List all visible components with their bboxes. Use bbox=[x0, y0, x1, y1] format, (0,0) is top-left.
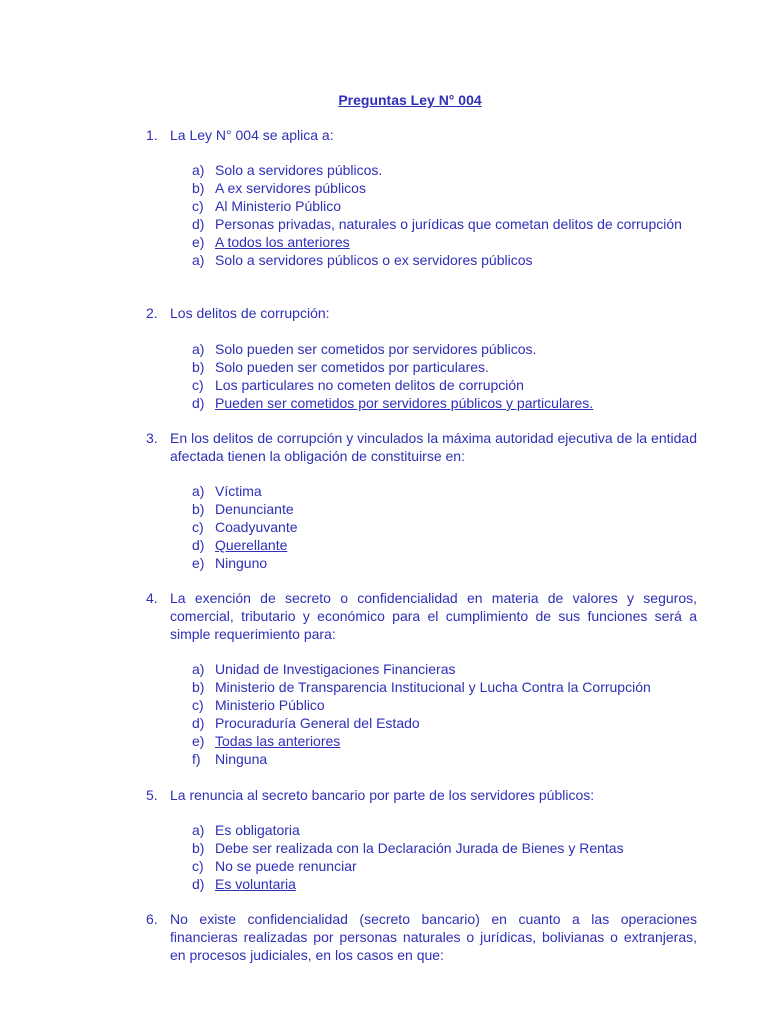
option-text: Coadyuvante bbox=[215, 519, 298, 535]
option-letter: a) bbox=[192, 252, 205, 268]
question-number: 4. bbox=[146, 590, 158, 606]
question-3-options bbox=[192, 482, 697, 572]
question-number: 2. bbox=[146, 305, 158, 321]
question-5-options bbox=[192, 821, 697, 893]
question-number: 1. bbox=[146, 127, 158, 143]
option-letter: c) bbox=[192, 198, 204, 214]
option-letter: a) bbox=[192, 483, 205, 499]
option-text: A ex servidores públicos bbox=[215, 180, 366, 196]
option-text: Ministerio de Transparencia Institucional y Lucha Contra la Corrupción bbox=[215, 679, 651, 695]
option-letter: a) bbox=[192, 661, 205, 677]
option-item-correct bbox=[192, 875, 697, 893]
option-letter: e) bbox=[192, 733, 205, 749]
option-letter: d) bbox=[192, 537, 205, 553]
option-text-correct: Querellante bbox=[215, 537, 288, 553]
question-5 bbox=[146, 786, 697, 804]
document-title: Preguntas Ley N° 004 bbox=[338, 92, 482, 108]
option-text: Ninguno bbox=[215, 555, 268, 571]
option-item bbox=[192, 500, 697, 518]
option-letter: f) bbox=[192, 751, 201, 767]
option-item bbox=[192, 482, 697, 500]
option-text: Solo a servidores públicos. bbox=[215, 162, 383, 178]
option-letter: b) bbox=[192, 501, 205, 517]
option-item-correct bbox=[192, 536, 697, 554]
option-text: No se puede renunciar bbox=[215, 858, 357, 874]
option-text: Solo a servidores públicos o ex servidores públicos bbox=[215, 252, 533, 268]
question-number: 6. bbox=[146, 911, 158, 927]
option-text: Personas privadas, naturales o jurídicas que cometan delitos de corrupción bbox=[215, 216, 682, 232]
option-letter: c) bbox=[192, 519, 204, 535]
question-1-options bbox=[192, 161, 697, 269]
option-letter: c) bbox=[192, 858, 204, 874]
option-letter: a) bbox=[192, 162, 205, 178]
question-1 bbox=[146, 126, 697, 144]
option-letter: b) bbox=[192, 840, 205, 856]
option-letter: a) bbox=[192, 822, 205, 838]
option-text-correct: Todas las anteriores bbox=[215, 733, 341, 749]
question-number: 5. bbox=[146, 787, 158, 803]
option-letter: b) bbox=[192, 679, 205, 695]
option-item bbox=[192, 554, 697, 572]
option-letter: b) bbox=[192, 359, 205, 375]
option-text: Denunciante bbox=[215, 501, 294, 517]
option-text-correct: Pueden ser cometidos por servidores públicos y particulares. bbox=[215, 395, 594, 411]
option-text: Ministerio Público bbox=[215, 697, 325, 713]
option-letter: d) bbox=[192, 715, 205, 731]
option-text: Es obligatoria bbox=[215, 822, 300, 838]
option-item bbox=[192, 179, 697, 197]
option-item-correct bbox=[192, 233, 697, 251]
option-item bbox=[192, 161, 697, 179]
option-item bbox=[192, 750, 697, 768]
option-item bbox=[192, 714, 697, 732]
option-letter: e) bbox=[192, 555, 205, 571]
option-text-correct: Es voluntaria bbox=[215, 876, 296, 892]
option-letter: b) bbox=[192, 180, 205, 196]
option-item bbox=[192, 518, 697, 536]
question-text: La Ley N° 004 se aplica a: bbox=[170, 127, 334, 143]
option-item bbox=[192, 821, 697, 839]
question-text: La renuncia al secreto bancario por parte de los servidores públicos: bbox=[170, 787, 595, 803]
option-item bbox=[192, 251, 697, 269]
option-text: Unidad de Investigaciones Financieras bbox=[215, 661, 456, 677]
option-letter: d) bbox=[192, 395, 205, 411]
question-text: La exención de secreto o confidencialidad en materia de valores y seguros, comercial, tributario y económico para el cumplimiento de sus funciones será a simple requerimiento para: bbox=[170, 590, 697, 642]
option-letter: c) bbox=[192, 377, 204, 393]
option-text: Solo pueden ser cometidos por servidores públicos. bbox=[215, 341, 537, 357]
option-text: Víctima bbox=[215, 483, 262, 499]
question-6 bbox=[146, 910, 697, 964]
option-text: Debe ser realizada con la Declaración Jurada de Bienes y Rentas bbox=[215, 840, 624, 856]
question-text: En los delitos de corrupción y vinculados la máxima autoridad ejecutiva de la entidad afectada tienen la obligación de constituirse en: bbox=[170, 430, 697, 464]
option-item bbox=[192, 857, 697, 875]
option-letter: e) bbox=[192, 234, 205, 250]
question-text: No existe confidencialidad (secreto bancario) en cuanto a las operaciones financieras realizadas por personas naturales o jurídicas, bolivianas o extranjeras, en procesos judiciales, en los casos en que: bbox=[170, 911, 697, 963]
question-4-options bbox=[192, 660, 697, 768]
option-text: Al Ministerio Público bbox=[215, 198, 342, 214]
option-item bbox=[192, 358, 697, 376]
option-text: Procuraduría General del Estado bbox=[215, 715, 420, 731]
question-text: Los delitos de corrupción: bbox=[170, 305, 330, 321]
question-2 bbox=[146, 304, 697, 322]
option-item bbox=[192, 678, 697, 696]
option-item-correct bbox=[192, 732, 697, 750]
option-item bbox=[192, 660, 697, 678]
option-item bbox=[192, 696, 697, 714]
question-3 bbox=[146, 429, 697, 465]
option-text-correct: A todos los anteriores bbox=[215, 234, 350, 250]
option-item-correct bbox=[192, 394, 697, 412]
option-item bbox=[192, 215, 697, 233]
option-item bbox=[192, 839, 697, 857]
option-text: Los particulares no cometen delitos de corrupción bbox=[215, 377, 524, 393]
option-text: Solo pueden ser cometidos por particulares. bbox=[215, 359, 489, 375]
option-letter: d) bbox=[192, 216, 205, 232]
option-letter: a) bbox=[192, 341, 205, 357]
option-item bbox=[192, 340, 697, 358]
question-2-options bbox=[192, 340, 697, 412]
option-item bbox=[192, 197, 697, 215]
question-4 bbox=[146, 589, 697, 643]
option-letter: c) bbox=[192, 697, 204, 713]
option-item bbox=[192, 376, 697, 394]
option-text: Ninguna bbox=[215, 751, 268, 767]
option-letter: d) bbox=[192, 876, 205, 892]
question-number: 3. bbox=[146, 430, 158, 446]
